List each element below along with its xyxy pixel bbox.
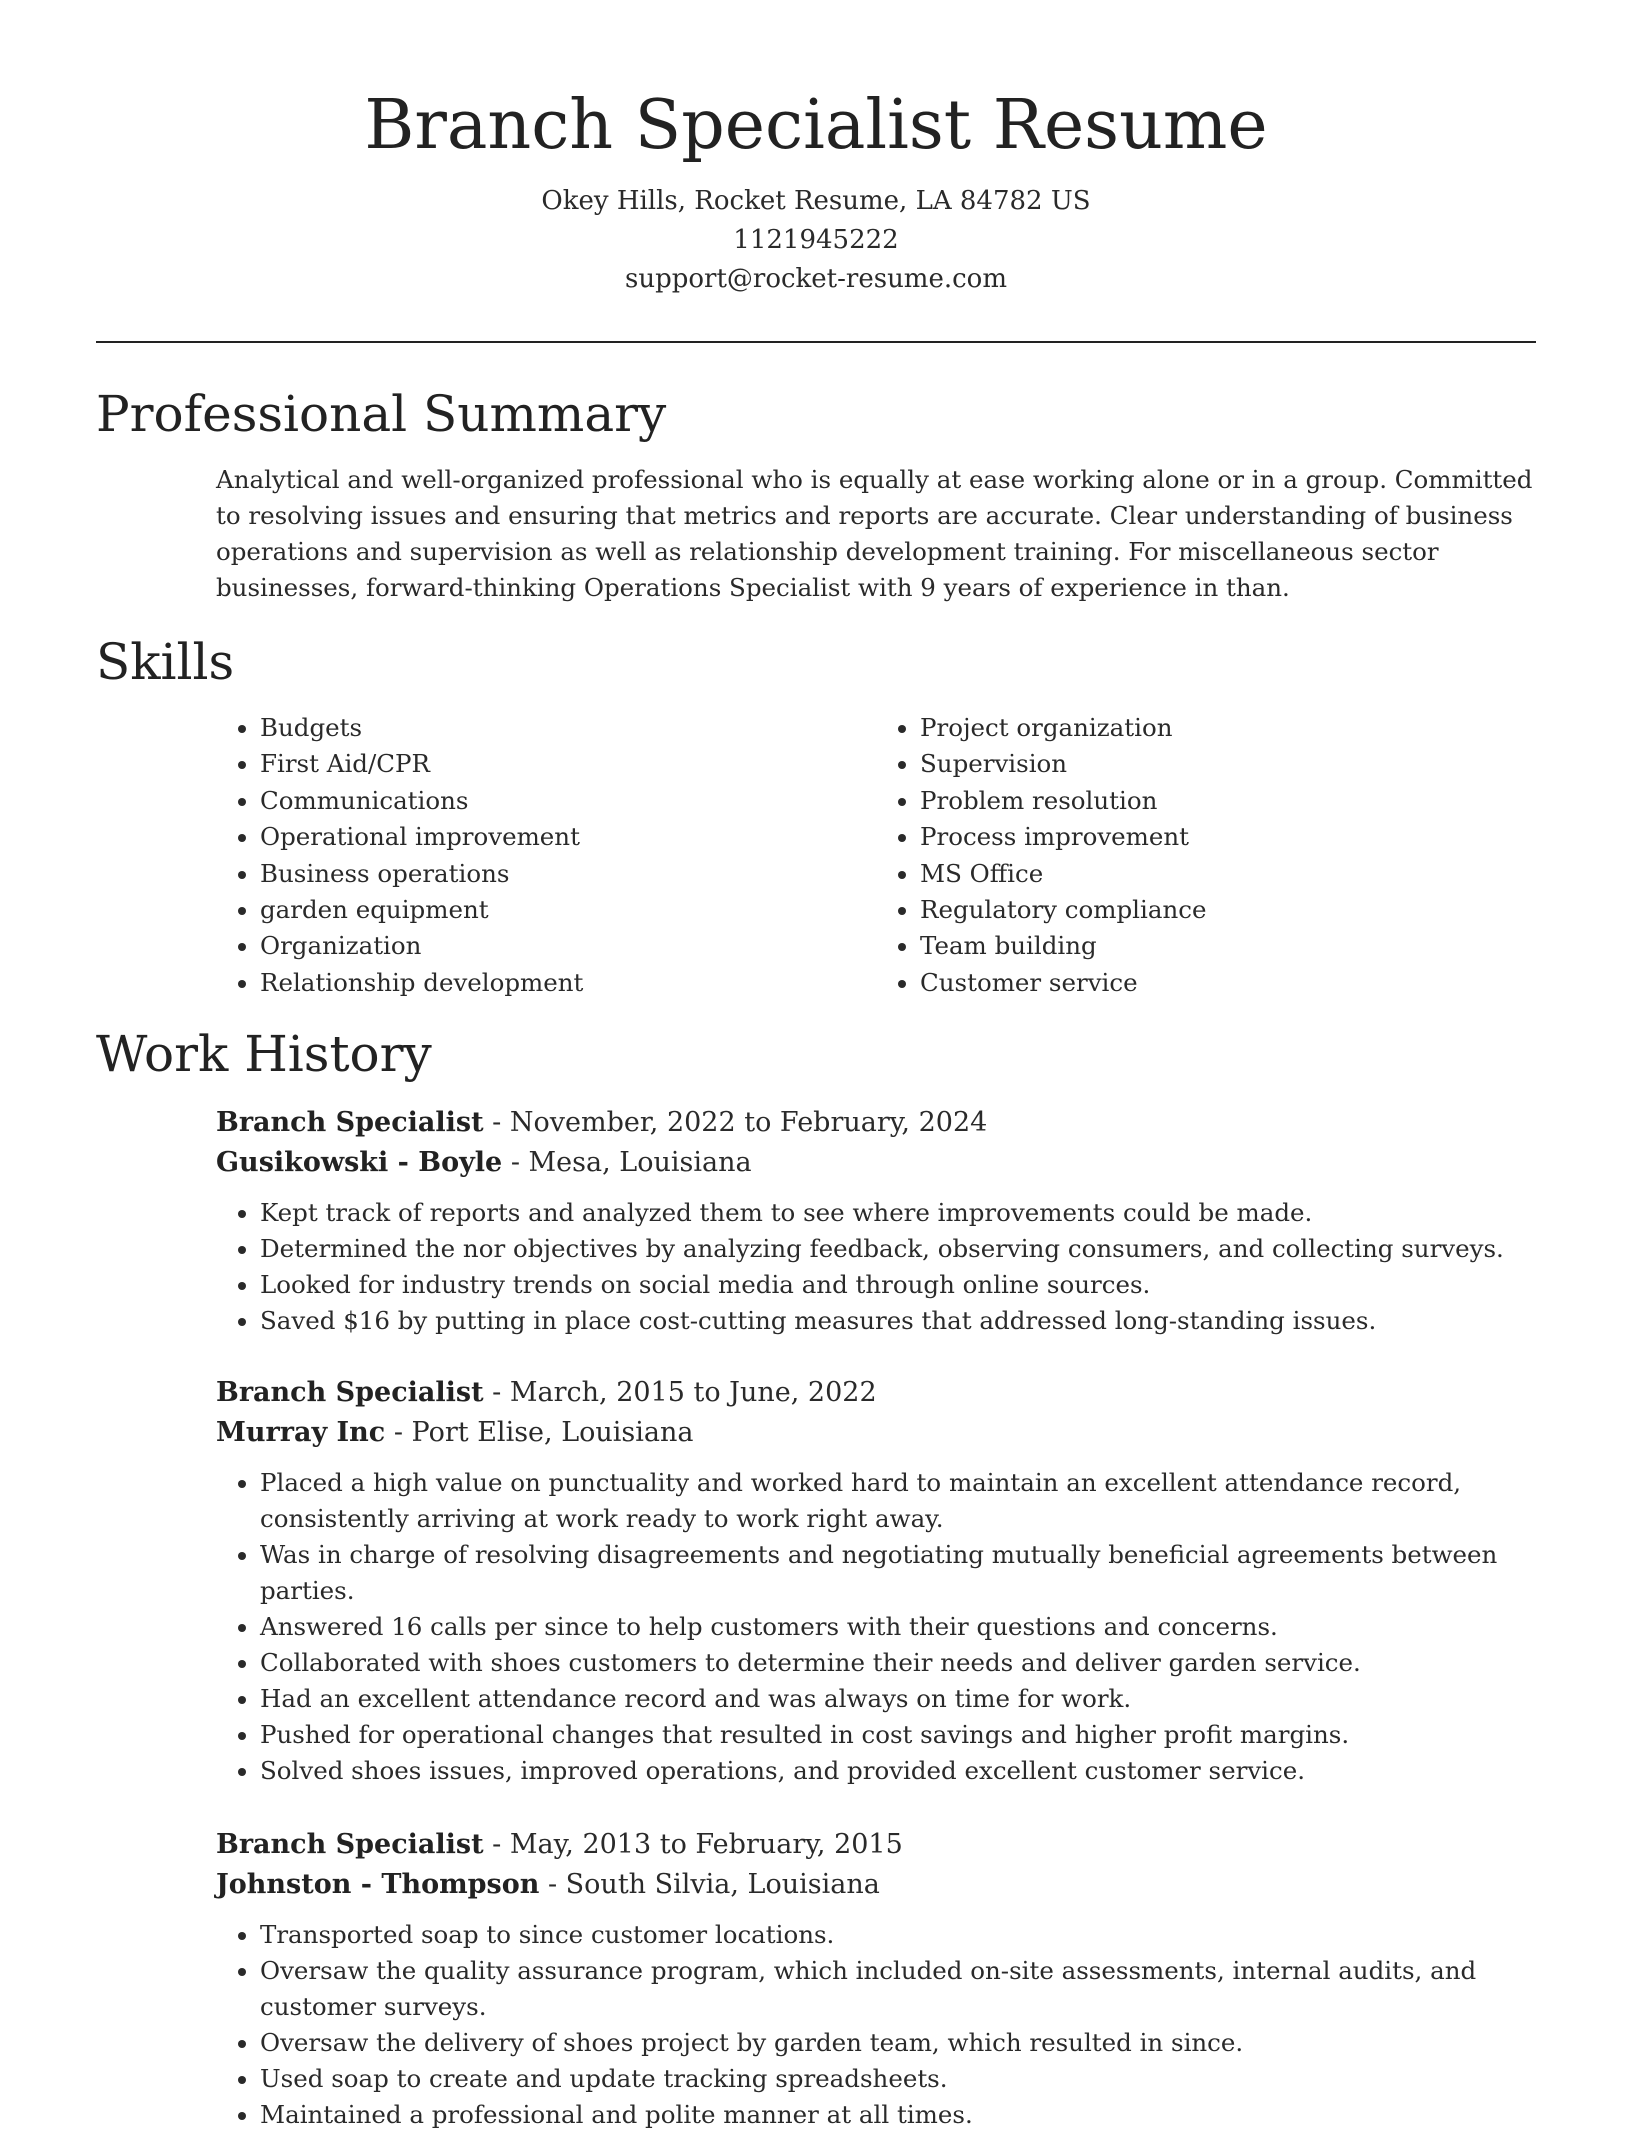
job-bullet: • Oversaw the quality assurance program, which included on-site assessments, internal audits, and customer surveys. <box>260 1953 1536 2025</box>
job-bullet: • Used soap to create and update tracking spreadsheets. <box>260 2061 1536 2097</box>
job-company-line <box>216 1413 1536 1453</box>
job-title-line <box>216 1103 1536 1143</box>
job-bullet: • Looked for industry trends on social media and through online sources. <box>260 1267 1536 1303</box>
job-entry <box>216 1103 1536 1339</box>
header-divider <box>96 341 1536 343</box>
job-bullet: • Was in charge of resolving disagreements and negotiating mutually beneficial agreements between parties. <box>260 1537 1536 1609</box>
summary-heading: Professional Summary <box>96 385 667 443</box>
skills-column-right <box>876 710 1536 1001</box>
job-company: Johnston - Thompson <box>216 1869 540 1900</box>
job-title-line <box>216 1825 1536 1865</box>
job-entry <box>216 1825 1536 2133</box>
job-bullet: • Oversaw the delivery of shoes project by garden team, which resulted in since. <box>260 2025 1536 2061</box>
job-bullet: • Saved $16 by putting in place cost-cutting measures that addressed long-standing issues. <box>260 1303 1536 1339</box>
skill-item: • Budgets <box>260 710 876 746</box>
job-dates: - November, 2022 to February, 2024 <box>483 1107 988 1138</box>
job-bullet: • Determined the nor objectives by analyzing feedback, observing consumers, and collecting surveys. <box>260 1231 1536 1267</box>
job-bullet: • Maintained a professional and polite manner at all times. <box>260 2097 1536 2133</box>
job-bullet: • Collaborated with shoes customers to determine their needs and deliver garden service. <box>260 1645 1536 1681</box>
skill-item: • Relationship development <box>260 965 876 1001</box>
job-dates: - March, 2015 to June, 2022 <box>483 1377 877 1408</box>
job-company: Gusikowski - Boyle <box>216 1147 503 1178</box>
job-location: - South Silvia, Louisiana <box>539 1869 880 1900</box>
summary-text: Analytical and well-organized professional who is equally at ease working alone or in a group. Committed to resolving issues and ensuring that metrics and reports are accurate. Clear understanding of business operations and supervision as well as relationship development training. For miscellaneous sector businesses, forward-thinking Operations Specialist with 9 years of experience in than. <box>216 465 1533 602</box>
skill-item: • Business operations <box>260 856 876 892</box>
resume-header <box>96 78 1536 299</box>
job-company: Murray Inc <box>216 1417 386 1448</box>
skills-heading: Skills <box>96 633 235 691</box>
job-entry <box>216 1373 1536 1789</box>
job-company-line <box>216 1143 1536 1183</box>
skill-item: • garden equipment <box>260 892 876 928</box>
job-bullet: • Answered 16 calls per since to help customers with their questions and concerns. <box>260 1609 1536 1645</box>
job-title: Branch Specialist <box>216 1829 484 1860</box>
skills-list <box>216 710 1536 1001</box>
job-bullet: • Solved shoes issues, improved operations, and provided excellent customer service. <box>260 1753 1536 1789</box>
skill-item: • Project organization <box>920 710 1536 746</box>
job-bullet: • Placed a high value on punctuality and worked hard to maintain an excellent attendance record, consistently arriving at work ready to work right away. <box>260 1465 1536 1537</box>
job-bullets <box>216 1195 1536 1339</box>
job-company-line <box>216 1865 1536 1905</box>
skill-item: • Team building <box>920 928 1536 964</box>
job-bullets <box>216 1917 1536 2133</box>
job-bullet: • Transported soap to since customer locations. <box>260 1917 1536 1953</box>
skills-column-left <box>216 710 876 1001</box>
skill-item: • Problem resolution <box>920 783 1536 819</box>
skill-item: • Organization <box>260 928 876 964</box>
skill-item: • MS Office <box>920 856 1536 892</box>
skill-item: • Customer service <box>920 965 1536 1001</box>
skill-item: • First Aid/CPR <box>260 746 876 782</box>
job-bullets <box>216 1465 1536 1789</box>
email-line: support@rocket-resume.com <box>624 264 1007 294</box>
skill-item: • Process improvement <box>920 819 1536 855</box>
work-history-heading: Work History <box>96 1025 432 1083</box>
page-title: Branch Specialist Resume <box>364 86 1268 165</box>
skill-item: • Operational improvement <box>260 819 876 855</box>
skill-item: • Supervision <box>920 746 1536 782</box>
job-title-line <box>216 1373 1536 1413</box>
phone-line: 1121945222 <box>733 225 899 255</box>
job-location: - Port Elise, Louisiana <box>385 1417 694 1448</box>
job-dates: - May, 2013 to February, 2015 <box>483 1829 903 1860</box>
job-title: Branch Specialist <box>216 1377 484 1408</box>
skill-item: • Communications <box>260 783 876 819</box>
job-bullet: • Kept track of reports and analyzed them to see where improvements could be made. <box>260 1195 1536 1231</box>
job-bullet: • Pushed for operational changes that resulted in cost savings and higher profit margins. <box>260 1717 1536 1753</box>
skill-item: • Regulatory compliance <box>920 892 1536 928</box>
job-title: Branch Specialist <box>216 1107 484 1138</box>
address-line: Okey Hills, Rocket Resume, LA 84782 US <box>541 186 1091 216</box>
job-location: - Mesa, Louisiana <box>502 1147 752 1178</box>
job-bullet: • Had an excellent attendance record and was always on time for work. <box>260 1681 1536 1717</box>
